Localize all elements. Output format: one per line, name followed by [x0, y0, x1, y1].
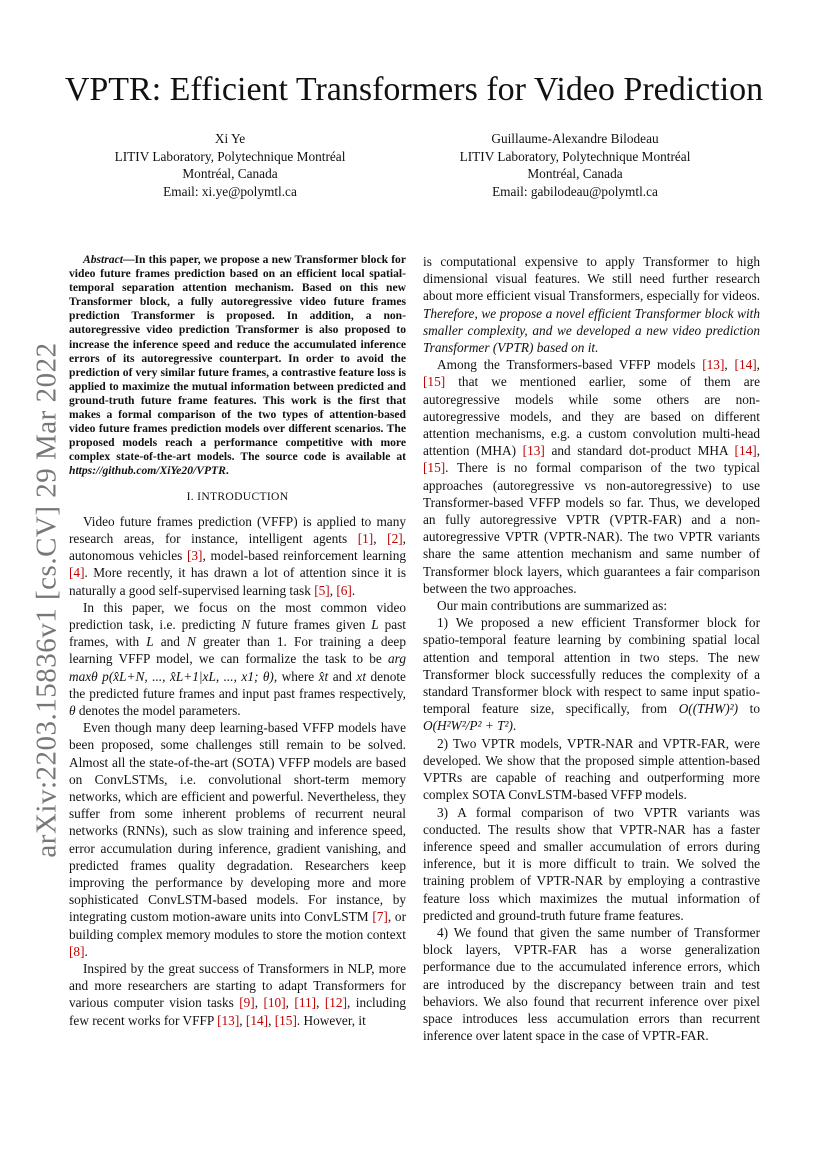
citation-link[interactable]: [14] — [734, 357, 757, 373]
text: . — [84, 943, 88, 959]
citation-link[interactable]: [14] — [245, 1012, 269, 1028]
source-code-link[interactable]: https://github.com/XiYe20/VPTR — [69, 464, 226, 478]
math-formula: O((THW)²) — [678, 701, 739, 717]
math-formula: arg maxθ p(x̂L+N, ..., x̂L+1|xL, ..., x1; θ) — [69, 651, 406, 684]
citation-link[interactable]: [15] — [423, 374, 446, 390]
text: , — [329, 582, 337, 598]
right-column — [423, 253, 760, 1044]
author-email: Email: xi.ye@polymtl.ca — [163, 183, 297, 199]
text: , — [756, 443, 761, 459]
paragraph-related — [423, 356, 760, 597]
citation-link[interactable]: [8] — [69, 943, 85, 959]
citation-link[interactable]: [6] — [336, 582, 352, 598]
citation-link[interactable]: [7] — [372, 909, 388, 925]
text: . — [512, 718, 517, 734]
contribution-1 — [423, 614, 760, 734]
citation-link[interactable]: [1] — [357, 530, 374, 546]
citation-link[interactable]: [2] — [387, 530, 403, 546]
contribution-3: 3) A formal comparison of two VPTR variants was conducted. The results show that VPTR-NAR has a faster inference speed and smaller accumulation of errors during inference, but it is more difficult to train. We solved the training problem of VPTR-NAR by employing a contrastive feature loss which maximizes the mutual information of predicted and ground-truth future frame features. — [423, 804, 760, 923]
citation-link[interactable]: [3] — [186, 548, 203, 564]
text: . However, it — [296, 1012, 366, 1028]
text: and — [328, 668, 357, 684]
paragraph-intro-1 — [69, 513, 406, 599]
contribution-4: 4) We found that given the same number of Transformer block layers, VPTR-FAR has a worse generalization performance due to the accumulated inference errors, which are introduced by the discrepancy between train and test behaviors. We also found that recurrent inference over pixel space introduces less accumulation errors than recurrent inference over latent space in the case of VPTR-FAR. — [423, 924, 760, 1044]
math: x̂t — [318, 668, 329, 684]
math: xt — [356, 668, 367, 684]
contribution-2: 2) Two VPTR models, VPTR-NAR and VPTR-FAR, were developed. We show that the proposed simple attention-based VPTRs are capable of reaching and outperforming more complex SOTA ConvLSTM-based VFFP models. — [423, 735, 760, 803]
citation-link[interactable]: [11] — [294, 995, 317, 1011]
text: . There is no formal comparison of the two typical approaches (autoregressive vs non-autoregressive) to use Transformer-based VFFP models so far. Thus, we developed an fully autoregressive VPTR (VPTR-FAR) and a non-autoregressive VPTR (VPTR-NAR). The two VPTR variants share the same attention mechanism and same number of Transformer block layers, which guarantees a fair comparison between the two approaches. — [423, 460, 760, 596]
author-name: Xi Ye — [214, 131, 246, 146]
math: N — [187, 634, 196, 650]
text: past frames, with — [69, 616, 406, 650]
text: Even though many deep learning-based VFFP models have been proposed, some challenges still remain to be solved. Almost all the state-of-the-art (SOTA) VFFP models are based on ConvLSTMs, i.e. convolutional short-term memory networks, which are efficient and powerful. Nevertheless, they suffer from some inherent problems of recurrent neural networks (RNNs), such as slow training and inference speed, error accumulation during inference, gradient vanishing, and predicted frames quality degradation. Researchers keep improving the performance by developing more and more sophisticated ConvLSTM-based models. For instance, by integrating custom motion-aware units into ConvLSTM — [69, 720, 406, 925]
citation-link[interactable]: [13] — [702, 357, 725, 373]
paper-title: VPTR: Efficient Transformers for Video Prediction — [64, 71, 764, 108]
text: to — [738, 701, 761, 717]
abstract-label: Abstract — [83, 253, 123, 266]
text: denote the predicted future frames and input past frames respectively, — [69, 668, 406, 701]
citation-link[interactable]: [13] — [522, 443, 545, 459]
author-block-2 — [425, 130, 725, 200]
section-heading: I. INTRODUCTION — [186, 489, 289, 503]
math: θ — [69, 702, 76, 718]
text: , or building complex memory modules to store the motion context — [69, 909, 406, 942]
text: . — [351, 582, 356, 598]
citation-link[interactable]: [14] — [734, 443, 757, 459]
citation-link[interactable]: [9] — [239, 995, 255, 1011]
author-location: Montréal, Canada — [182, 166, 278, 181]
author-email: Email: gabilodeau@polymtl.ca — [492, 183, 658, 199]
text: 1) We proposed a new efficient Transformer block for spatio-temporal feature learning by combining spatial local attention and temporal attention in two steps. The new Transformer block successfully reduces the complexity of a standard Transformer block with respect to same input spatio-temporal feature size, specifically, from — [423, 615, 760, 717]
author-block-1 — [80, 130, 380, 200]
author-affiliation: LITIV Laboratory, Polytechnique Montréal — [459, 148, 691, 164]
text: , — [254, 995, 264, 1011]
left-column — [69, 253, 406, 1029]
citation-link[interactable]: [12] — [324, 995, 347, 1011]
text: , — [239, 1012, 246, 1028]
citation-link[interactable]: [4] — [69, 565, 85, 581]
author-name: Guillaume-Alexandre Bilodeau — [491, 131, 659, 146]
text: , — [316, 995, 325, 1011]
abstract-text: —In this paper, we propose a new Transformer block for video future frames prediction based on an efficient local spatial-temporal separation attention mechanism. Based on this new Transformer block, a fully autoregressive video future frames prediction Transformer is proposed. In addition, a non-autoregressive video prediction Transformer is also proposed to increase the inference speed and reduce the accumulated inference errors of its autoregressive counterpart. In order to avoid the prediction of very similar future frames, a contrastive feature loss is applied to maximize the mutual information between predicted and ground-truth future frame features. This work is the first that makes a formal comparison of the two types of attention-based video future frames prediction models over different scenarios. The proposed models reach a performance competitive with more complex state-of-the-art models. The source code is available at — [69, 253, 406, 464]
math: L — [146, 634, 154, 650]
citation-link[interactable]: [15] — [423, 460, 446, 476]
text: and — [153, 634, 188, 650]
paragraph-continued — [423, 253, 760, 356]
text: , — [724, 357, 735, 373]
paragraph-contributions-intro: Our main contributions are summarized as: — [437, 598, 668, 614]
paragraph-intro-2 — [69, 599, 406, 719]
math-formula: O(H²W²/P² + T²) — [423, 718, 513, 734]
emphasis-text: Therefore, we propose a novel efficient Transformer block with smaller complexity, and we developed a new video prediction Transformer (VPTR) based on it. — [423, 305, 760, 356]
citation-link[interactable]: [13] — [217, 1012, 240, 1028]
text: , — [756, 357, 760, 373]
abstract — [69, 253, 406, 479]
text: . More recently, it has drawn a lot of attention since it is naturally a good self-supervised learning task — [69, 565, 406, 598]
text: that we mentioned earlier, some of them are autoregressive models while some others are non-autoregressive models, and they are based on different attention mechanisms, e.g. a custom convolution multi-head attention (MHA) — [423, 374, 760, 459]
text: greater than 1. For training a deep learning VFFP model, we can formalize the task to be — [69, 634, 406, 667]
text: , including few recent works for VFFP — [69, 995, 406, 1028]
abstract-end: . — [225, 464, 229, 478]
math: L — [371, 616, 379, 632]
text: Among the Transformers-based VFFP models — [437, 357, 703, 373]
text: , — [268, 1012, 275, 1028]
text: is computational expensive to apply Transformer to high dimensional visual features. We still need further research about more efficient visual Transformers, especially for videos. — [423, 254, 760, 304]
text: , where — [273, 668, 319, 684]
math: N — [241, 616, 251, 632]
text: Video future frames prediction (VFFP) is applied to many research areas, for instance, intelligent agents — [69, 513, 406, 546]
text: and standard dot-product MHA — [544, 443, 735, 459]
author-location: Montréal, Canada — [527, 166, 623, 181]
text: In this paper, we focus on the most common video prediction task, i.e. predicting — [69, 599, 406, 632]
text: , — [373, 530, 388, 546]
text: , model-based reinforcement learning — [202, 548, 407, 564]
citation-link[interactable]: [15] — [274, 1012, 297, 1028]
arxiv-stamp: arXiv:2203.15836v1 [cs.CV] 29 Mar 2022 — [30, 342, 63, 858]
citation-link[interactable]: [5] — [314, 582, 330, 598]
author-affiliation: LITIV Laboratory, Polytechnique Montréal — [114, 148, 346, 164]
text: , — [285, 995, 295, 1011]
paragraph-intro-4 — [69, 960, 406, 1029]
text: denotes the model parameters. — [75, 702, 241, 718]
citation-link[interactable]: [10] — [263, 995, 286, 1011]
text: , autonomous vehicles — [69, 530, 406, 564]
text: Inspired by the great success of Transformers in NLP, more and more researchers are starting to adapt Transformers for various computer vision tasks — [69, 960, 406, 1011]
text: future frames given — [250, 616, 372, 632]
paragraph-intro-3 — [69, 719, 406, 960]
